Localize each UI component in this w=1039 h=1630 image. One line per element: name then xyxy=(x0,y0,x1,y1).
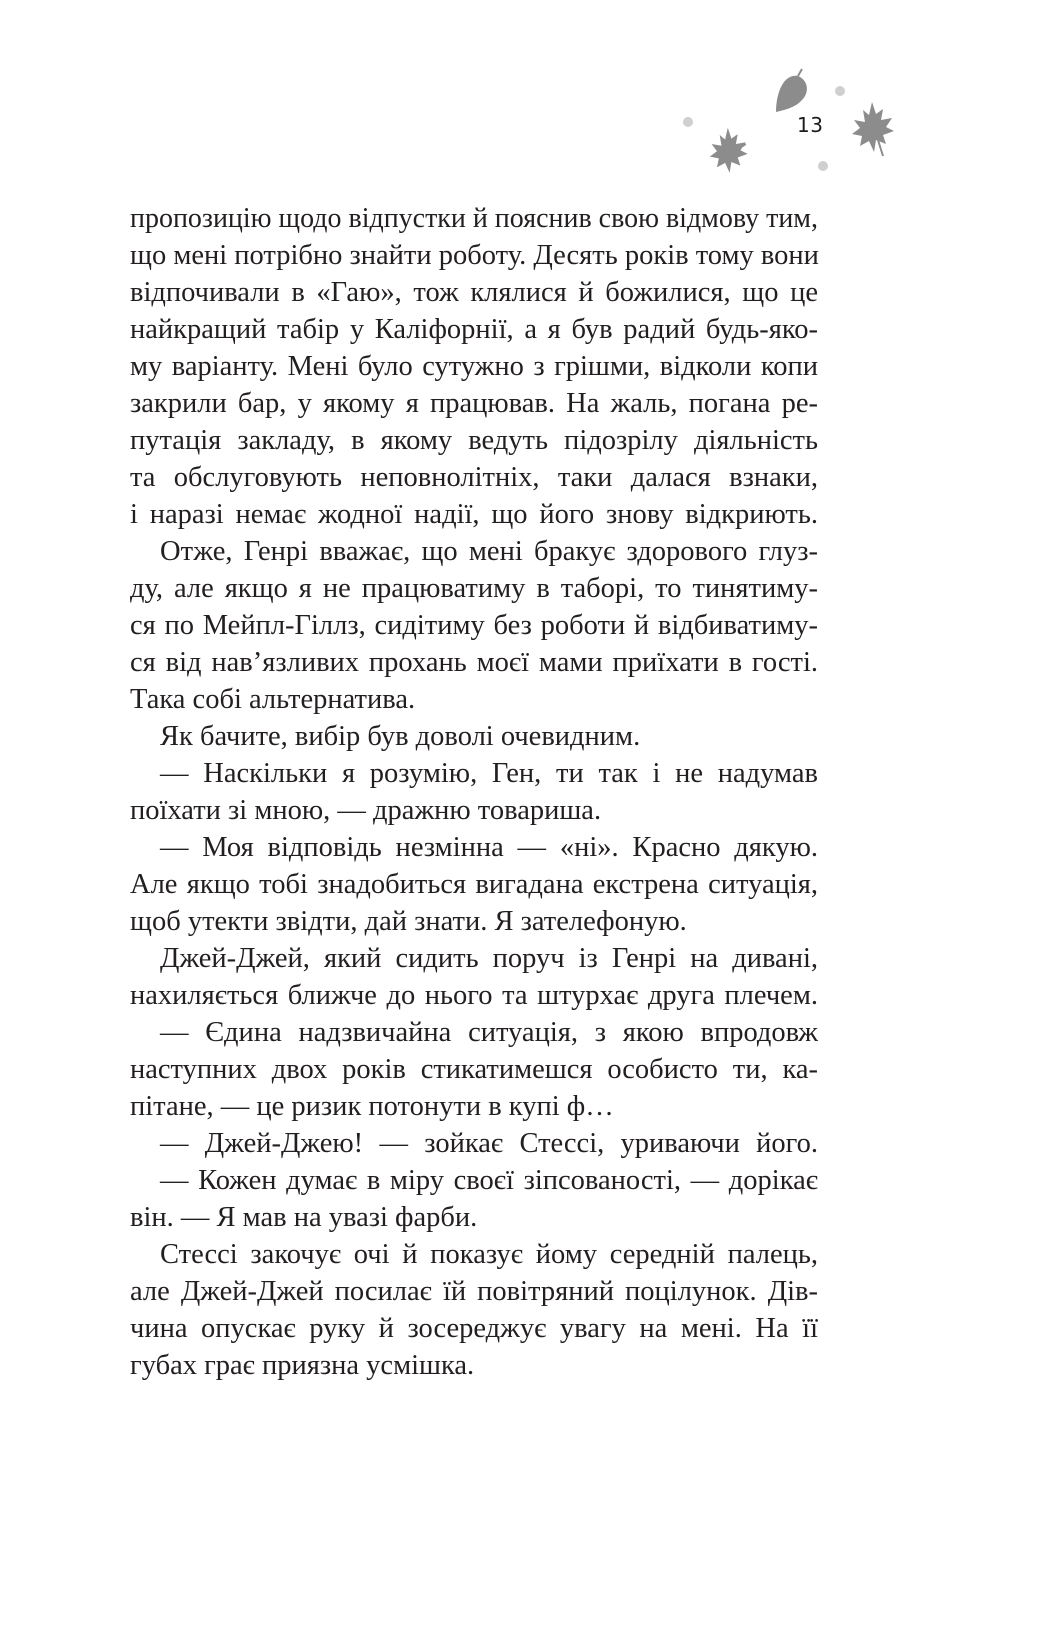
text-line: Стессі закочує очі й показує йому середній палець, xyxy=(160,1239,818,1270)
text-line: закрили бар, у якому я працював. На жаль, погана ре- xyxy=(130,388,818,419)
leaf-icon xyxy=(776,69,807,112)
text-line: — Кожен думає в міру своєї зіпсованості, — дорікає xyxy=(160,1165,818,1196)
page-number: 13 xyxy=(797,113,824,137)
dot-icon xyxy=(835,86,845,96)
text-line: Як бачите, вибір був доволі очевидним. xyxy=(160,721,641,752)
text-line: пітане, — це ризик потонути в купі ф… xyxy=(130,1091,614,1122)
text-line: та обслуговують неповнолітніх, таки далася взнаки, xyxy=(130,462,818,493)
text-line: щоб утекти звідти, дай знати. Я зателефоную. xyxy=(130,906,687,937)
text-line: — Джей-Джею! — зойкає Стессі, уриваючи його. xyxy=(160,1128,818,1159)
maple-leaf-icon xyxy=(852,102,894,156)
text-line: поїхати зі мною, — дражню товариша. xyxy=(130,795,602,826)
maple-leaf-icon xyxy=(710,128,748,173)
dot-icon xyxy=(818,161,828,171)
text-line: ся від нав’язливих прохань моєї мами приїхати в гості. xyxy=(130,647,818,678)
text-line: відпочивали в «Гаю», тож клялися й божилися, що це xyxy=(130,277,818,308)
text-line: Але якщо тобі знадобиться вигадана екстрена ситуація, xyxy=(130,869,818,900)
text-line: найкращий табір у Каліфорнії, а я був радий будь-яко- xyxy=(130,314,818,345)
body-text xyxy=(130,200,818,1384)
text-line: — Єдина надзвичайна ситуація, з якою впродовж xyxy=(160,1017,818,1048)
text-line: путація закладу, в якому ведуть підозрілу діяльність xyxy=(130,425,818,456)
text-line: але Джей-Джей посилає їй повітряний поцілунок. Дів- xyxy=(130,1276,818,1307)
text-line: ду, але якщо я не працюватиму в таборі, то тинятиму- xyxy=(130,573,818,604)
text-line: му варіанту. Мені було сутужно з грішми, відколи копи xyxy=(130,351,818,382)
text-line: ся по Мейпл-Гіллз, сидітиму без роботи й відбиватиму- xyxy=(130,610,818,641)
text-line: нахиляється ближче до нього та штурхає друга плечем. xyxy=(130,980,818,1011)
text-line: наступних двох років стикатимешся особисто ти, ка- xyxy=(130,1054,818,1085)
dot-icon xyxy=(683,117,693,127)
text-line: і наразі немає жодної надії, що його знову відкриють. xyxy=(130,499,818,530)
text-line: він. — Я мав на увазі фарби. xyxy=(130,1202,478,1233)
text-line: що мені потрібно знайти роботу. Десять років тому вони xyxy=(130,240,819,271)
text-line: Така собі альтернатива. xyxy=(130,684,416,715)
text-line: — Наскільки я розумію, Ген, ти так і не надумав xyxy=(160,758,818,789)
text-line: пропозицію щодо відпустки й пояснив свою відмову тим, xyxy=(130,203,818,234)
text-line: Отже, Генрі вважає, що мені бракує здорового глуз- xyxy=(160,536,818,567)
text-line: чина опускає руку й зосереджує увагу на мені. На її xyxy=(130,1313,818,1344)
text-line: — Моя відповідь незмінна — «ні». Красно дякую. xyxy=(160,832,818,863)
text-line: Джей-Джей, який сидить поруч із Генрі на дивані, xyxy=(160,943,818,974)
text-line: губах грає приязна усмішка. xyxy=(130,1350,475,1381)
